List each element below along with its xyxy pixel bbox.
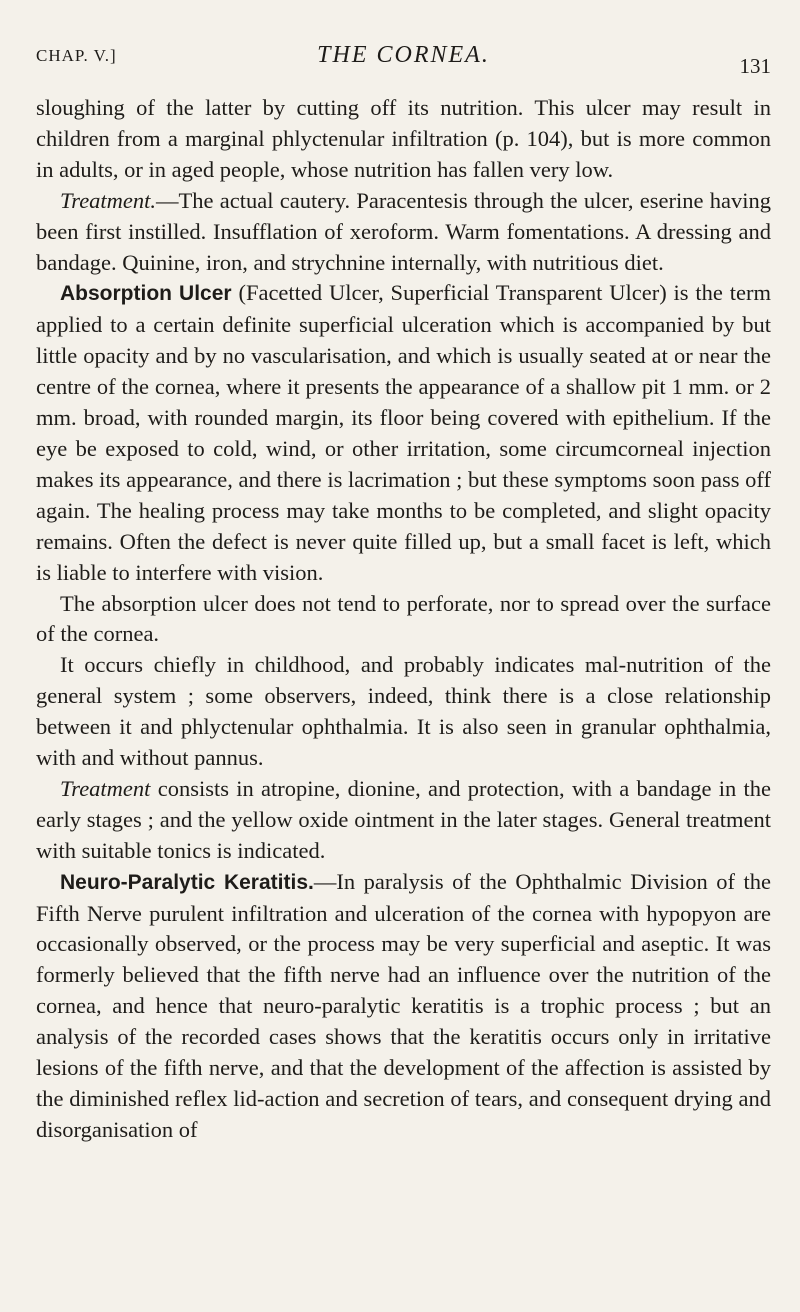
paragraph-text: —The actual cautery. Paracentesis through the ulcer, eserine having been first instilled. Insufflation of xeroform. Warm fomentations. A dressing and bandage. Quinine, iron, and strychnine internally, with nutritious diet. — [36, 187, 771, 275]
paragraph — [36, 650, 771, 774]
paragraph-text: sloughing of the latter by cutting off its nutrition. This ulcer may result in children from a marginal phlyctenular infiltration (p. 104), but is more common in adults, or in aged people, whose nutrition has fallen very low. — [36, 95, 771, 182]
paragraph-text: It occurs chiefly in childhood, and probably indicates mal-nutrition of the general system ; some observers, indeed, think there is a close relationship between it and phlyctenular ophthalmia. It is also seen in granular ophthalmia, with and without pannus. — [36, 652, 771, 771]
paragraph-text: consists in atropine, dionine, and protection, with a bandage in the early stages ; and the yellow oxide ointment in the later stages. General treatment with suitable tonics is indicated. — [36, 775, 771, 863]
page-number: 131 — [739, 54, 771, 78]
running-title: THE CORNEA. — [317, 42, 490, 68]
paragraph-text: (Facetted Ulcer, Superficial Transparent Ulcer) is the term applied to a certain definite superficial ulceration which is accompanied by but little opacity and by no vascularisation, and which is usually seated at or near the centre of the cornea, where it presents the appearance of a shallow pit 1 mm. or 2 mm. broad, with rounded margin, its floor being covered with epithelium. If the eye be exposed to cold, wind, or other irritation, some circumcorneal injection makes its appearance, and there is lacrimation ; but these symptoms soon pass off again. The healing process may take months to be completed, and slight opacity remains. Often the defect is never quite filled up, but a small facet is left, which is liable to interfere with vision. — [36, 280, 771, 585]
paragraph — [36, 93, 771, 186]
body-text — [36, 93, 771, 1146]
paragraph-heading: Neuro-Paralytic Keratitis. — [60, 870, 314, 894]
paragraph — [36, 867, 771, 1146]
paragraph — [36, 278, 771, 588]
paragraph-text: —In paralysis of the Ophthalmic Division of the Fifth Nerve purulent infiltration and ulceration of the cornea with hypopyon are occasionally observed, or the process may be very superficial and aseptic. It was formerly believed that the fifth nerve had an influence over the nutrition of the cornea, and hence that neuro-paralytic keratitis is a trophic process ; but an analysis of the recorded cases shows that the keratitis occurs only in irritative lesions of the fifth nerve, and that the development of the affection is assisted by the diminished reflex lid-action and secretion of tears, and consequent drying and disorganisation of — [36, 868, 771, 1142]
running-header — [36, 40, 771, 76]
paragraph — [36, 186, 771, 279]
paragraph — [36, 774, 771, 867]
paragraph — [36, 589, 771, 651]
paragraph-text: The absorption ulcer does not tend to perforate, nor to spread over the surface of the cornea. — [36, 590, 771, 647]
paragraph-heading: Absorption Ulcer — [60, 282, 232, 306]
chapter-label: CHAP. V.] — [36, 46, 117, 65]
paragraph-heading: Treatment — [60, 775, 151, 801]
paragraph-heading: Treatment. — [60, 187, 157, 213]
